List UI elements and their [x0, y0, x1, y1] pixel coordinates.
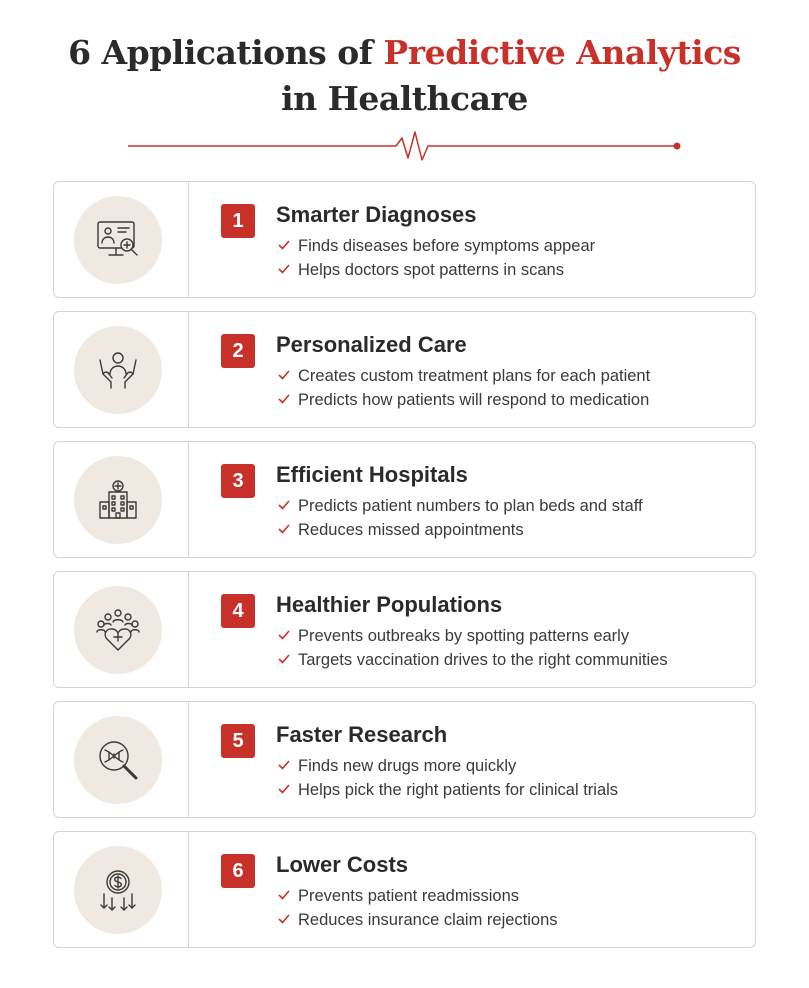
item-bullets — [278, 754, 618, 802]
item-heading: Efficient Hospitals — [276, 462, 468, 487]
item-number-badge: 4 — [221, 594, 255, 628]
bullet-text: Reduces insurance claim rejections — [298, 911, 558, 929]
item-number-badge: 6 — [221, 854, 255, 888]
page-title — [0, 30, 809, 122]
bullet-text: Finds diseases before symptoms appear — [298, 237, 596, 255]
icon-circle — [74, 846, 162, 934]
item-heading: Faster Research — [276, 722, 448, 747]
title-line-2: in Healthcare — [281, 79, 528, 118]
bullet-item — [278, 258, 595, 282]
bullet-text: Predicts how patients will respond to medication — [298, 391, 650, 409]
application-card-6 — [53, 831, 756, 948]
icon-cell — [54, 182, 189, 297]
item-number-badge: 1 — [221, 204, 255, 238]
checkmark-icon — [278, 370, 290, 380]
bullet-item — [278, 388, 650, 412]
item-bullets — [278, 624, 668, 672]
item-number-badge: 3 — [221, 464, 255, 498]
icon-circle — [74, 716, 162, 804]
checkmark-icon — [278, 630, 290, 640]
bullet-text: Predicts patient numbers to plan beds and staff — [298, 497, 643, 515]
checkmark-icon — [278, 524, 290, 534]
icon-cell — [54, 572, 189, 687]
hands-person-icon — [96, 348, 140, 392]
item-heading: Smarter Diagnoses — [276, 202, 477, 227]
bullet-item — [278, 884, 558, 908]
monitor-diagnosis-icon — [96, 218, 140, 262]
applications-list — [53, 181, 756, 961]
bullet-text: Helps pick the right patients for clinical trials — [298, 781, 619, 799]
community-heart-icon — [96, 608, 140, 652]
bullet-item — [278, 624, 668, 648]
bullet-text: Prevents outbreaks by spotting patterns early — [298, 627, 630, 645]
bullet-text: Targets vaccination drives to the right communities — [298, 651, 668, 669]
heartbeat-divider-icon — [128, 128, 684, 168]
checkmark-icon — [278, 654, 290, 664]
bullet-text: Prevents patient readmissions — [298, 887, 520, 905]
icon-cell — [54, 832, 189, 947]
icon-circle — [74, 196, 162, 284]
bullet-item — [278, 494, 643, 518]
bullet-item — [278, 518, 643, 542]
checkmark-icon — [278, 784, 290, 794]
checkmark-icon — [278, 264, 290, 274]
item-bullets — [278, 364, 650, 412]
item-number-badge: 2 — [221, 334, 255, 368]
application-card-1 — [53, 181, 756, 298]
title-line-1 — [0, 30, 809, 76]
icon-circle — [74, 456, 162, 544]
item-bullets — [278, 884, 558, 932]
icon-cell — [54, 442, 189, 557]
icon-cell — [54, 312, 189, 427]
bullet-text: Creates custom treatment plans for each patient — [298, 367, 651, 385]
item-heading: Healthier Populations — [276, 592, 503, 617]
icon-circle — [74, 586, 162, 674]
checkmark-icon — [278, 890, 290, 900]
bullet-text: Helps doctors spot patterns in scans — [298, 261, 564, 279]
application-card-2 — [53, 311, 756, 428]
checkmark-icon — [278, 240, 290, 250]
checkmark-icon — [278, 500, 290, 510]
title-part-1: 6 Applications of — [68, 33, 384, 72]
checkmark-icon — [278, 394, 290, 404]
hospital-building-icon — [96, 478, 140, 522]
application-card-4 — [53, 571, 756, 688]
application-card-5 — [53, 701, 756, 818]
dollar-coin-down-arrows-icon — [96, 868, 140, 912]
bullet-text: Finds new drugs more quickly — [298, 757, 517, 775]
dna-magnifier-icon — [96, 738, 140, 782]
icon-cell — [54, 702, 189, 817]
item-heading: Lower Costs — [276, 852, 409, 877]
item-number-badge: 5 — [221, 724, 255, 758]
bullet-item — [278, 778, 618, 802]
icon-circle — [74, 326, 162, 414]
item-heading: Personalized Care — [276, 332, 467, 357]
bullet-item — [278, 234, 595, 258]
application-card-3 — [53, 441, 756, 558]
item-bullets — [278, 234, 595, 282]
checkmark-icon — [278, 760, 290, 770]
title-accent: Predictive Analytics — [383, 33, 741, 72]
bullet-item — [278, 754, 618, 778]
bullet-text: Reduces missed appointments — [298, 521, 524, 539]
bullet-item — [278, 908, 558, 932]
item-bullets — [278, 494, 643, 542]
bullet-item — [278, 364, 650, 388]
bullet-item — [278, 648, 668, 672]
checkmark-icon — [278, 914, 290, 924]
